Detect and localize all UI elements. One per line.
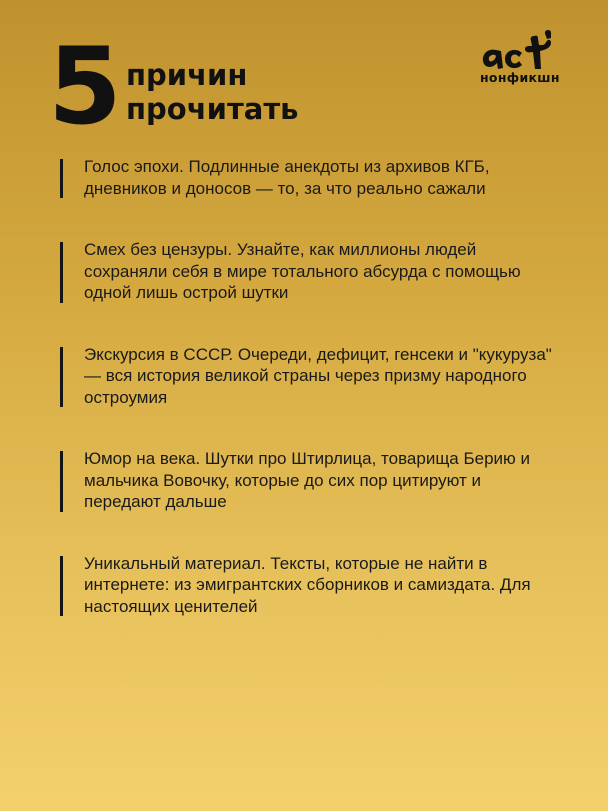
ast-logo-icon — [476, 24, 568, 74]
title-line-2: прочитать — [126, 92, 299, 126]
reason-item: Юмор на века. Шутки про Штирлица, товарища Берию и мальчика Вовочку, которые до сих пор цитируют и передают дальше — [60, 448, 560, 513]
logo-subtitle: нонфикшн — [480, 70, 560, 85]
reason-item: Голос эпохи. Подлинные анекдоты из архивов КГБ, дневников и доносов — то, за что реально сажали — [60, 156, 560, 199]
header — [48, 25, 568, 150]
title-line-1: причин — [126, 58, 248, 92]
reason-item: Смех без цензуры. Узнайте, как миллионы людей сохраняли себя в мире тотального абсурда с помощью одной лишь острой шутки — [60, 239, 560, 304]
page-title — [126, 58, 298, 126]
reason-item: Экскурсия в СССР. Очереди, дефицит, генсеки и "кукуруза" — вся история великой страны через призму народного остроумия — [60, 344, 560, 409]
reason-count: 5 — [48, 25, 120, 148]
reasons-list — [60, 156, 560, 657]
reason-item: Уникальный материал. Тексты, которые не найти в интернете: из эмигрантских сборников и самиздата. Для настоящих ценителей — [60, 553, 560, 618]
publisher-logo — [476, 24, 568, 104]
